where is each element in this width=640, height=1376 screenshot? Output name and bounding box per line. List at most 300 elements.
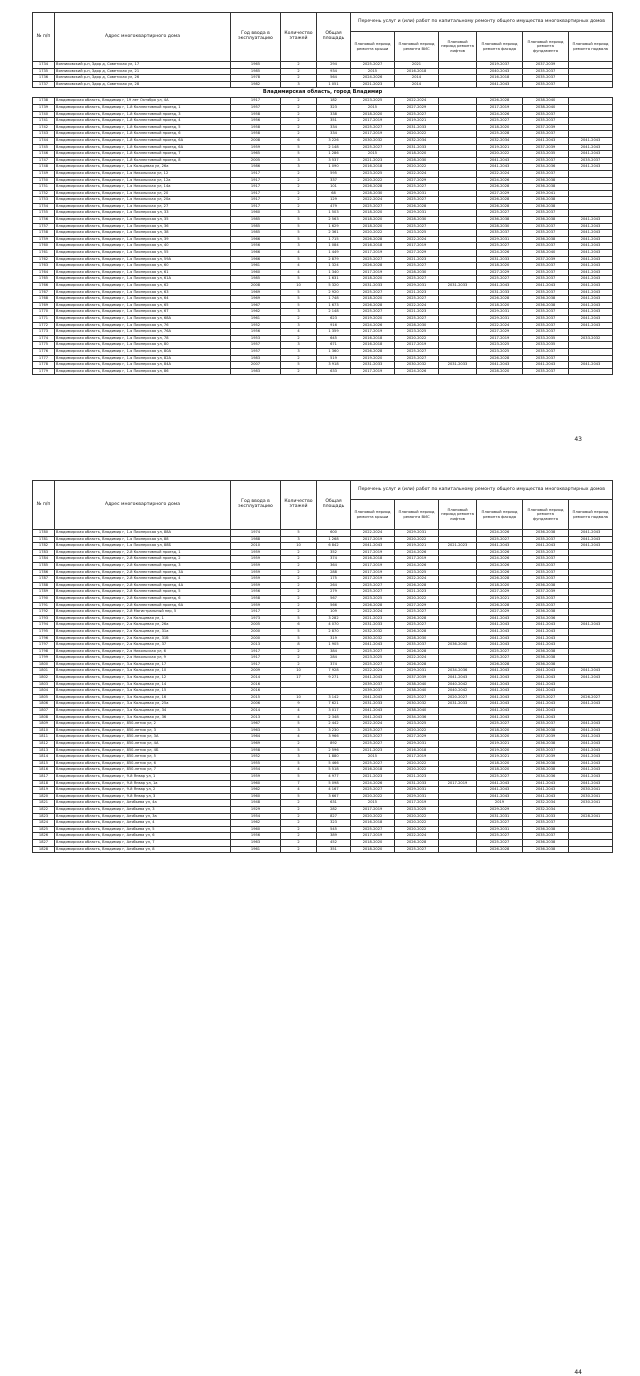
- cell-year: 1917: [231, 184, 281, 191]
- cell-roof: 2016-2018: [351, 820, 395, 827]
- cell-year: 1917: [231, 203, 281, 210]
- cell-area: 934: [317, 68, 351, 75]
- cell-facade: 2041-2043: [477, 793, 523, 800]
- cell-area: [317, 681, 351, 688]
- cell-address: Владимирская область, Владимир г, 3-я Кольцевая ул, 25а: [55, 701, 231, 708]
- cell-basement: [569, 177, 613, 184]
- cell-elevators: 2021-2023: [439, 543, 477, 550]
- cell-year: 1983: [231, 368, 281, 375]
- cell-address: Владимирская область, Владимир г, 1-й Коллективный проезд, 1: [55, 104, 231, 111]
- cell-roof: 2021-2023: [351, 81, 395, 88]
- cell-address: Владимирская область, Владимир г, 9-й Январ ул, 1а: [55, 780, 231, 787]
- cell-num: 1734: [33, 62, 55, 69]
- cell-roof: 2020-2022: [351, 177, 395, 184]
- cell-basement: [569, 62, 613, 69]
- cell-num: 1812: [33, 741, 55, 748]
- cell-utilities: 2017-2019: [395, 243, 439, 250]
- cell-address: Владимирская область, Владимир г, 1-й Коллективный проезд, 5: [55, 124, 231, 131]
- cell-address: Владимирская область, Владимир г, Алябьева ул, 6: [55, 833, 231, 840]
- table-row: [33, 236, 613, 243]
- cell-num: 1794: [33, 622, 55, 629]
- cell-foundation: 2041-2043: [523, 137, 569, 144]
- cell-basement: 2041-2043: [569, 721, 613, 728]
- cell-address: Владимирская область, Владимир г, 850-летия ул, 4А: [55, 741, 231, 748]
- cell-roof: 2032-2032: [351, 628, 395, 635]
- cell-num: 1790: [33, 595, 55, 602]
- cell-num: 1784: [33, 556, 55, 563]
- cell-num: 1763: [33, 263, 55, 270]
- cell-num: 1827: [33, 839, 55, 846]
- table-row: [33, 609, 613, 616]
- cell-year: 1917: [231, 197, 281, 204]
- cell-num: 1778: [33, 362, 55, 369]
- cell-foundation: 2041-2043: [523, 362, 569, 369]
- cell-area: 288: [317, 569, 351, 576]
- cell-elevators: 2034-2036: [439, 668, 477, 675]
- cell-address: Владимирская область, Владимир г, 3-я Кольцевая ул, 14: [55, 681, 231, 688]
- cell-foundation: 2036-2038: [523, 655, 569, 662]
- cell-year: 1963: [231, 839, 281, 846]
- cell-elevators: [439, 846, 477, 853]
- cell-roof: 2041-2043: [351, 694, 395, 701]
- cell-num: 1803: [33, 681, 55, 688]
- cell-foundation: 2035-2037: [523, 536, 569, 543]
- cell-foundation: 2035-2037: [523, 576, 569, 583]
- table-row: [33, 190, 613, 197]
- cell-roof: 2031-2033: [351, 283, 395, 290]
- cell-facade: 2029-2031: [477, 236, 523, 243]
- cell-num: 1818: [33, 780, 55, 787]
- cell-basement: 2041-2043: [569, 734, 613, 741]
- cell-utilities: 2038-2040: [395, 681, 439, 688]
- cell-year: 1966: [231, 256, 281, 263]
- cell-roof: 2019-2020: [351, 355, 395, 362]
- cell-year: 2000: [231, 635, 281, 642]
- cell-num: 1796: [33, 635, 55, 642]
- cell-elevators: [439, 813, 477, 820]
- cell-area: 519: [317, 355, 351, 362]
- cell-facade: 2041-2043: [477, 708, 523, 715]
- cell-facade: 2018-2020: [477, 734, 523, 741]
- region-title: Владимирская область, город Владимир: [33, 88, 613, 98]
- cell-roof: 2025-2027: [351, 203, 395, 210]
- cell-year: 2014: [231, 675, 281, 682]
- cell-num: 1782: [33, 543, 55, 550]
- cell-basement: [569, 714, 613, 721]
- cell-utilities: 2020-2022: [395, 164, 439, 171]
- cell-roof: 2017-2019: [351, 118, 395, 125]
- cell-facade: 2036-2038: [477, 217, 523, 224]
- table-row: [33, 131, 613, 138]
- cell-foundation: 2041-2043: [523, 780, 569, 787]
- cell-basement: 2041-2043: [569, 296, 613, 303]
- cell-elevators: [439, 820, 477, 827]
- cell-utilities: 2024-2026: [395, 549, 439, 556]
- cell-foundation: 2035-2037: [523, 81, 569, 88]
- cell-num: 1754: [33, 203, 55, 210]
- cell-facade: 2041-2043: [477, 362, 523, 369]
- cell-elevators: [439, 721, 477, 728]
- cell-foundation: 2035-2037: [523, 230, 569, 237]
- cell-roof: 2041-2043: [351, 642, 395, 649]
- cell-roof: 2018-2020: [351, 846, 395, 853]
- cell-year: 1959: [231, 556, 281, 563]
- cell-utilities: 2020-2022: [395, 536, 439, 543]
- cell-floors: 5: [281, 362, 317, 369]
- cell-foundation: 2035-2037: [523, 322, 569, 329]
- cell-year: 1956: [231, 329, 281, 336]
- cell-num: 1764: [33, 269, 55, 276]
- cell-foundation: 2041-2043: [523, 635, 569, 642]
- cell-roof: 2025-2027: [351, 727, 395, 734]
- cell-facade: 2041-2043: [477, 787, 523, 794]
- cell-year: 2005: [231, 157, 281, 164]
- cell-roof: 2015: [351, 151, 395, 158]
- cell-roof: 2025-2027: [351, 589, 395, 596]
- cell-num: 1773: [33, 329, 55, 336]
- cell-basement: [569, 104, 613, 111]
- cell-floors: 2: [281, 335, 317, 342]
- cell-basement: 2026-2027: [569, 694, 613, 701]
- cell-utilities: 2016-2018: [395, 68, 439, 75]
- cell-floors: 5: [281, 236, 317, 243]
- cell-elevators: 2040-2042: [439, 681, 477, 688]
- cell-area: 1 905: [317, 642, 351, 649]
- cell-roof: 2026-2028: [351, 602, 395, 609]
- cell-facade: 2025-2027: [477, 536, 523, 543]
- cell-facade: 2041-2043: [477, 668, 523, 675]
- cell-area: 3 537: [317, 157, 351, 164]
- cell-basement: [569, 549, 613, 556]
- cell-area: 337: [317, 177, 351, 184]
- cell-elevators: [439, 348, 477, 355]
- cell-elevators: [439, 62, 477, 69]
- cell-facade: 2026-2028: [477, 184, 523, 191]
- cell-facade: 2029-2031: [477, 315, 523, 322]
- cell-area: 2 148: [317, 309, 351, 316]
- cell-address: Владимирская область, Владимир г, 2-й Коллективный проезд, 5: [55, 589, 231, 596]
- cell-elevators: [439, 309, 477, 316]
- cell-num: 1751: [33, 184, 55, 191]
- cell-basement: [569, 118, 613, 125]
- cell-address: Владимирская область, Владимир г, 3-я Кольцевая ул, 34: [55, 708, 231, 715]
- cell-utilities: 2029-2031: [395, 283, 439, 290]
- cell-elevators: [439, 322, 477, 329]
- cell-foundation: 2035-2037: [523, 276, 569, 283]
- cell-elevators: [439, 556, 477, 563]
- cell-area: 364: [317, 562, 351, 569]
- table-row: [33, 681, 613, 688]
- cell-elevators: [439, 177, 477, 184]
- cell-num: 1748: [33, 164, 55, 171]
- cell-floors: [281, 681, 317, 688]
- cell-foundation: 2035-2037: [523, 820, 569, 827]
- cell-foundation: 2041-2043: [523, 283, 569, 290]
- cell-utilities: 2030-2032: [395, 362, 439, 369]
- table-row: [33, 157, 613, 164]
- cell-num: 1758: [33, 230, 55, 237]
- cell-roof: 2016-2018: [351, 243, 395, 250]
- table-row: [33, 543, 613, 550]
- cell-facade: 2026-2028: [477, 197, 523, 204]
- cell-floors: 2: [281, 589, 317, 596]
- table-row: [33, 137, 613, 144]
- cell-floors: 3: [281, 342, 317, 349]
- cell-facade: 2026-2028: [477, 602, 523, 609]
- cell-foundation: 2041-2043: [523, 708, 569, 715]
- cell-elevators: [439, 342, 477, 349]
- cell-num: 1811: [33, 734, 55, 741]
- cell-facade: 2018-2020: [477, 582, 523, 589]
- cell-num: 1781: [33, 536, 55, 543]
- cell-area: 1 051: [317, 81, 351, 88]
- cell-utilities: 2017-2019: [395, 556, 439, 563]
- cell-utilities: 2027-2029: [395, 734, 439, 741]
- cell-area: 827: [317, 813, 351, 820]
- cell-area: 7 928: [317, 668, 351, 675]
- cell-area: 4 977: [317, 773, 351, 780]
- cell-num: 1783: [33, 549, 55, 556]
- cell-utilities: 2029-2031: [395, 741, 439, 748]
- cell-foundation: 2036-2038: [523, 217, 569, 224]
- cell-elevators: [439, 230, 477, 237]
- cell-utilities: 2023-2025: [395, 721, 439, 728]
- cell-roof: 2025-2027: [351, 582, 395, 589]
- table-row: [33, 68, 613, 75]
- cell-elevators: [439, 839, 477, 846]
- cell-utilities: 2020-2022: [395, 335, 439, 342]
- cell-floors: 2: [281, 846, 317, 853]
- cell-foundation: 2037-2039: [523, 144, 569, 151]
- cell-utilities: 2023-2025: [395, 329, 439, 336]
- cell-year: 1957: [231, 348, 281, 355]
- cell-utilities: 2026-2028: [395, 582, 439, 589]
- cell-foundation: 2036-2038: [523, 846, 569, 853]
- header-basement: Плановый период ремонта подвала: [569, 500, 613, 530]
- cell-foundation: 2038-2040: [523, 250, 569, 257]
- cell-facade: 2023-2025: [477, 348, 523, 355]
- document-page-44: [32, 480, 612, 1376]
- cell-elevators: [439, 741, 477, 748]
- cell-num: 1740: [33, 111, 55, 118]
- cell-address: Владимирская область, Владимир г, 850-летия ул, 3А: [55, 734, 231, 741]
- cell-utilities: 2029-2031: [395, 668, 439, 675]
- cell-facade: 2029-2031: [477, 309, 523, 316]
- cell-facade: 2029-2031: [477, 826, 523, 833]
- cell-roof: 2017-2019: [351, 329, 395, 336]
- cell-year: 2005: [231, 622, 281, 629]
- table-row: [33, 144, 613, 151]
- cell-year: 1964: [231, 734, 281, 741]
- cell-floors: 2: [281, 820, 317, 827]
- cell-num: 1747: [33, 157, 55, 164]
- cell-utilities: 2021: [395, 62, 439, 69]
- cell-elevators: [439, 243, 477, 250]
- table-row: [33, 342, 613, 349]
- cell-elevators: 2036-2040: [439, 642, 477, 649]
- cell-basement: [569, 589, 613, 596]
- cell-facade: 2019-2021: [477, 144, 523, 151]
- cell-address: Владимирская область, Владимир г, 2-й Коллективный проезд, 4: [55, 576, 231, 583]
- cell-num: 1761: [33, 250, 55, 257]
- cell-basement: 2041-2043: [569, 727, 613, 734]
- cell-roof: 2017-2019: [351, 549, 395, 556]
- cell-basement: [569, 190, 613, 197]
- cell-num: 1805: [33, 694, 55, 701]
- cell-roof: 2041-2043: [351, 675, 395, 682]
- cell-year: 1917: [231, 190, 281, 197]
- cell-basement: [569, 329, 613, 336]
- cell-floors: 10: [281, 283, 317, 290]
- cell-num: 1743: [33, 131, 55, 138]
- cell-utilities: 2024-2026: [395, 562, 439, 569]
- cell-elevators: [439, 329, 477, 336]
- cell-num: 1800: [33, 661, 55, 668]
- cell-num: 1817: [33, 773, 55, 780]
- cell-area: 1 286: [317, 151, 351, 158]
- cell-facade: 2031-2031: [477, 813, 523, 820]
- cell-roof: 2018-2020: [351, 217, 395, 224]
- cell-roof: 2017-2019: [351, 536, 395, 543]
- cell-num: 1749: [33, 170, 55, 177]
- table-row: [33, 256, 613, 263]
- cell-num: 1757: [33, 223, 55, 230]
- cell-elevators: [439, 767, 477, 774]
- table-row: [33, 530, 613, 537]
- cell-basement: [569, 368, 613, 375]
- cell-year: 1988: [231, 536, 281, 543]
- table-row: [33, 787, 613, 794]
- cell-elevators: [439, 144, 477, 151]
- housing-register-table-page-44: [32, 480, 613, 853]
- header-area: Общая площадь: [317, 13, 351, 62]
- header-year: Год ввода в эксплуатацию: [231, 481, 281, 530]
- cell-address: Владимирская область, Владимир г, 2-й Магистральный пер, 5: [55, 609, 231, 616]
- cell-area: 175: [317, 576, 351, 583]
- table-row: [33, 368, 613, 375]
- cell-facade: 2026-2028: [477, 661, 523, 668]
- table-row: [33, 98, 613, 105]
- cell-utilities: 2025-2027: [395, 622, 439, 629]
- cell-elevators: [439, 806, 477, 813]
- cell-area: 389: [317, 833, 351, 840]
- cell-elevators: [439, 562, 477, 569]
- cell-floors: [281, 688, 317, 695]
- cell-roof: 2024-2026: [351, 322, 395, 329]
- cell-foundation: 2036-2038: [523, 296, 569, 303]
- cell-utilities: 2021-2023: [395, 289, 439, 296]
- cell-elevators: [439, 190, 477, 197]
- cell-area: 3 226: [317, 137, 351, 144]
- cell-address: Владимирская область, Владимир г, 850-летия ул, 6: [55, 760, 231, 767]
- cell-facade: 2041-2043: [477, 688, 523, 695]
- table-row: [33, 734, 613, 741]
- cell-basement: [569, 820, 613, 827]
- cell-elevators: [439, 754, 477, 761]
- cell-floors: 3: [281, 322, 317, 329]
- cell-foundation: 2025-2027: [523, 694, 569, 701]
- cell-address: Владимирская область, Владимир г, 1-й Коллективный проезд, 6А: [55, 137, 231, 144]
- cell-address: Владимирская область, Владимир г, Алябьева ул, 4а: [55, 800, 231, 807]
- cell-num: 1737: [33, 81, 55, 88]
- cell-foundation: 2041-2043: [523, 642, 569, 649]
- cell-utilities: 2025-2027: [395, 223, 439, 230]
- cell-elevators: [439, 269, 477, 276]
- table-row: [33, 820, 613, 827]
- cell-foundation: 2036-2038: [523, 661, 569, 668]
- cell-basement: 2041-2043: [569, 289, 613, 296]
- cell-num: 1762: [33, 256, 55, 263]
- cell-area: 2 348: [317, 714, 351, 721]
- cell-year: 1917: [231, 170, 281, 177]
- cell-floors: 2: [281, 800, 317, 807]
- cell-basement: [569, 184, 613, 191]
- cell-roof: 2022-2024: [351, 721, 395, 728]
- cell-elevators: [439, 250, 477, 257]
- table-row: [33, 124, 613, 131]
- table-row: [33, 661, 613, 668]
- table-row: [33, 741, 613, 748]
- cell-area: 3 230: [317, 727, 351, 734]
- cell-utilities: 2014: [395, 75, 439, 82]
- cell-year: 1929: [231, 806, 281, 813]
- cell-num: 1786: [33, 569, 55, 576]
- cell-foundation: 2041-2043: [523, 787, 569, 794]
- cell-utilities: 2029-2031: [395, 530, 439, 537]
- cell-utilities: 2022-2024: [395, 98, 439, 105]
- cell-floors: 8: [281, 642, 317, 649]
- cell-utilities: 2029-2031: [395, 210, 439, 217]
- cell-roof: 2018-2020: [351, 276, 395, 283]
- cell-utilities: 2017-2019: [395, 342, 439, 349]
- cell-basement: 2028-2041: [569, 813, 613, 820]
- cell-roof: 2015: [351, 104, 395, 111]
- table-row: [33, 329, 613, 336]
- cell-utilities: 2025-2027: [395, 348, 439, 355]
- table-row: [33, 747, 613, 754]
- cell-utilities: 2027-2029: [395, 250, 439, 257]
- cell-year: 1959: [231, 562, 281, 569]
- cell-floors: 2: [281, 562, 317, 569]
- table-row: [33, 582, 613, 589]
- table-row: [33, 118, 613, 125]
- cell-basement: [569, 569, 613, 576]
- cell-utilities: 2029-2031: [395, 190, 439, 197]
- cell-area: 5 518: [317, 767, 351, 774]
- cell-floors: 2: [281, 355, 317, 362]
- cell-num: 1769: [33, 302, 55, 309]
- cell-address: Владимирская область, Владимир г, Алябьева ул, 8: [55, 846, 231, 853]
- cell-foundation: 2032-2034: [523, 806, 569, 813]
- cell-year: 1967: [231, 302, 281, 309]
- cell-foundation: 2033-2035: [523, 335, 569, 342]
- cell-year: 1969: [231, 296, 281, 303]
- cell-elevators: [439, 609, 477, 616]
- cell-facade: 2028-2030: [477, 223, 523, 230]
- cell-roof: 2025-2027: [351, 787, 395, 794]
- cell-roof: 2025-2027: [351, 734, 395, 741]
- cell-elevators: [439, 170, 477, 177]
- cell-foundation: 2041-2043: [523, 668, 569, 675]
- cell-elevators: [439, 708, 477, 715]
- cell-foundation: 2036-2038: [523, 582, 569, 589]
- cell-floors: 2: [281, 595, 317, 602]
- cell-num: 1798: [33, 648, 55, 655]
- cell-year: 1961: [231, 263, 281, 270]
- cell-facade: 2027-2029: [477, 190, 523, 197]
- cell-facade: 2020-2022: [477, 151, 523, 158]
- cell-foundation: 2038-2040: [523, 104, 569, 111]
